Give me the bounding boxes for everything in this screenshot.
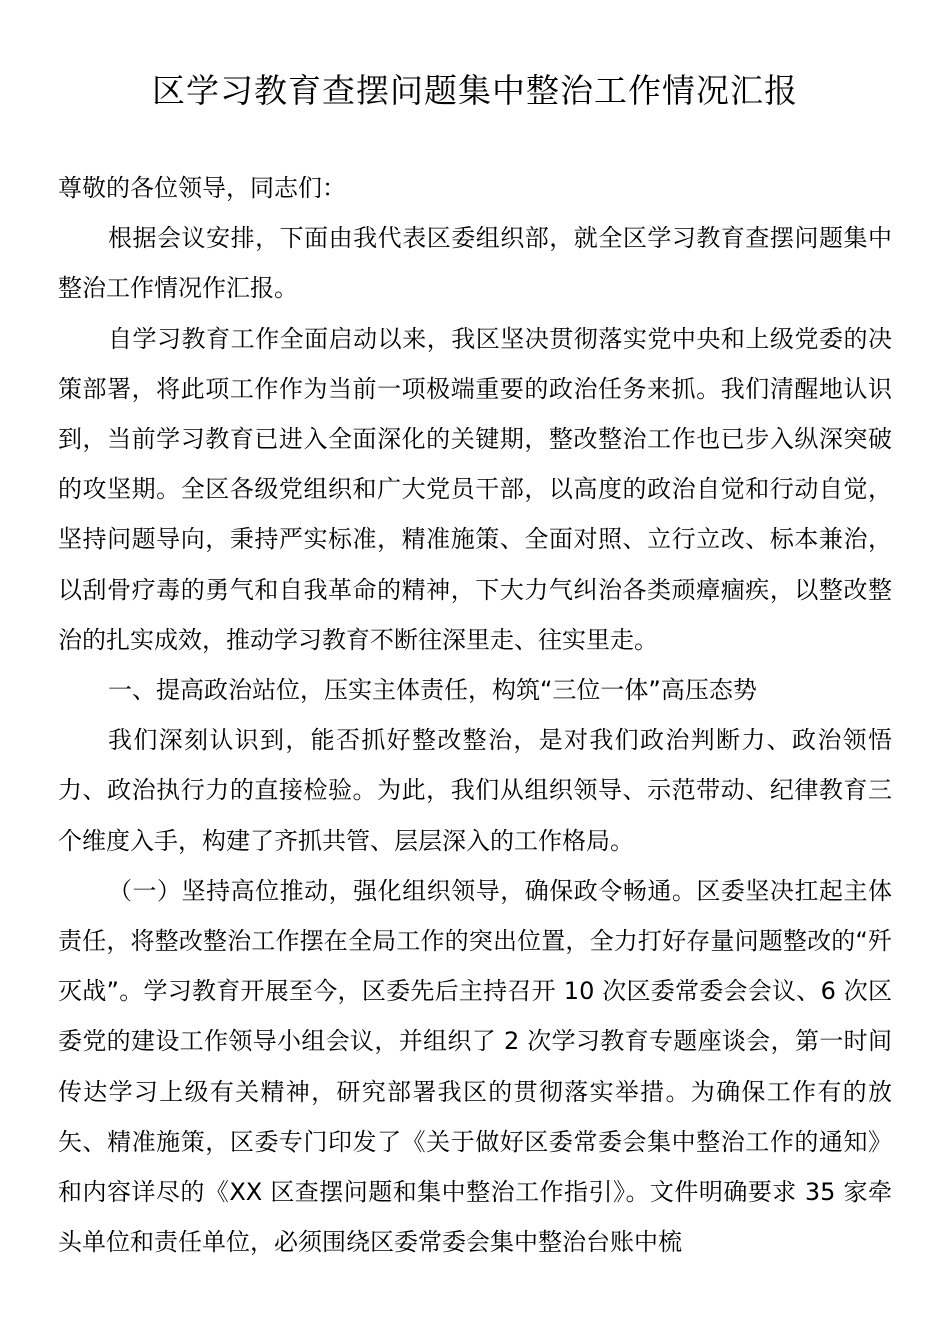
section-heading-1: 一、提高政治站位，压实主体责任，构筑“三位一体”高压态势 — [108, 676, 757, 705]
document-title: 区学习教育查摆问题集中整治工作情况汇报 — [152, 71, 798, 110]
paragraph-overview: 自学习教育工作全面启动以来，我区坚决贯彻落实党中央和上级党委的决策部署，将此项工作作为当前一项极端重要的政治任务来抓。我们清醒地认识到，当前学习教育已进入全面深化的关键期，整改整治工作也已步入纵深突破的攻坚期。全区各级党组织和广大党员干部，以高度的政治自觉和行动自觉，坚持问题导向，秉持严实标准，精准施策、全面对照、立行立改、标本兼治，以刮骨疗毒的勇气和自我革命的精神，下大力气纠治各类顽瘴痼疾，以整改整治的扎实成效，推动学习教育不断往深里走、往实里走。 — [58, 324, 892, 654]
paragraph-intro: 根据会议安排，下面由我代表区委组织部，就全区学习教育查摆问题集中整治工作情况作汇报。 — [58, 224, 892, 303]
salutation: 尊敬的各位领导，同志们： — [58, 174, 346, 202]
document-body — [58, 163, 892, 1267]
paragraph-section-1: 我们深刻认识到，能否抓好整改整治，是对我们政治判断力、政治领悟力、政治执行力的直接检验。为此，我们从组织领导、示范带动、纪律教育三个维度入手，构建了齐抓共管、层层深入的工作格局。 — [58, 726, 892, 855]
paragraph-subsection-1: （一）坚持高位推动，强化组织领导，确保政令畅通。区委坚决扛起主体责任，将整改整治工作摆在全局工作的突出位置，全力打好存量问题整改的“歼灭战”。学习教育开展至今，区委先后主持召开 10 次区委常委会会议、6 次区委党的建设工作领导小组会议，并组织了 2 次学习教育专题座谈会，第一时间传达学习上级有关精神，研究部署我区的贯彻落实举措。为确保工作有的放矢、精准施策，区委专门印发了《关于做好区委常委会集中整治工作的通知》和内容详尽的《XX 区查摆问题和集中整治工作指引》。文件明确要求 35 家牵头单位和责任单位，必须围绕区委常委会集中整治台账中梳 — [58, 876, 892, 1257]
